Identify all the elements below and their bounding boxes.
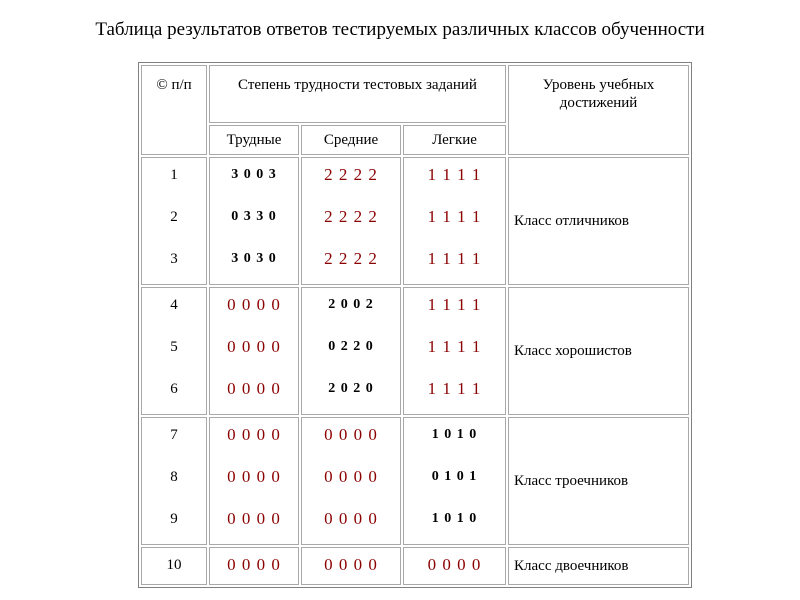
table-row (141, 287, 689, 415)
answer-value: 0 0 0 0 (227, 467, 281, 486)
answer-value: 0 0 0 0 (227, 295, 281, 314)
answer-value: 1 0 1 0 (431, 427, 478, 442)
level-label: Класс отличников (508, 157, 689, 285)
hard-answers (209, 547, 299, 585)
answer-value: 1 1 1 1 (427, 207, 482, 226)
subheader-easy: Легкие (403, 125, 506, 155)
page-title: Таблица результатов ответов тестируемых различных классов обученности (95, 19, 705, 40)
answer-value: 1 1 1 1 (427, 165, 482, 184)
medium-answers (301, 547, 401, 585)
row-number: 6 (170, 381, 178, 397)
answer-value: 0 0 0 0 (227, 425, 281, 444)
row-number: 2 (170, 209, 178, 225)
answer-value: 3 0 3 0 (231, 251, 277, 266)
row-numbers (141, 287, 207, 415)
answer-value: 1 1 1 1 (427, 249, 482, 268)
header-num: © п/п (141, 65, 207, 155)
header-difficulty: Степень трудности тестовых заданий (209, 65, 506, 123)
medium-answers (301, 417, 401, 545)
answer-value: 1 1 1 1 (427, 295, 482, 314)
header-row (141, 65, 689, 123)
row-number: 7 (170, 427, 178, 443)
subheader-medium: Средние (301, 125, 401, 155)
row-number: 1 (170, 167, 178, 183)
level-label: Класс двоечников (508, 547, 689, 585)
row-numbers (141, 547, 207, 585)
table-row (141, 547, 689, 585)
answer-value: 0 0 0 0 (227, 337, 281, 356)
level-label: Класс хорошистов (508, 287, 689, 415)
answer-value: 0 0 0 0 (427, 555, 482, 574)
row-number: 9 (170, 511, 178, 527)
table-row (141, 417, 689, 545)
hard-answers (209, 417, 299, 545)
hard-answers (209, 287, 299, 415)
subheader-hard: Трудные (209, 125, 299, 155)
answer-value: 2 0 0 2 (328, 297, 374, 312)
header-level: Уровень учебных достижений (508, 65, 689, 155)
row-number: 8 (170, 469, 178, 485)
row-number: 10 (166, 557, 182, 573)
answer-value: 2 2 2 2 (324, 249, 378, 268)
answer-value: 1 1 1 1 (427, 379, 482, 398)
answer-value: 0 0 0 0 (324, 555, 378, 574)
medium-answers (301, 157, 401, 285)
medium-answers (301, 287, 401, 415)
answer-value: 0 0 0 0 (324, 467, 378, 486)
hard-answers (209, 157, 299, 285)
answer-value: 0 0 0 0 (227, 555, 281, 574)
easy-answers (403, 547, 506, 585)
easy-answers (403, 417, 506, 545)
answer-value: 0 3 3 0 (231, 209, 277, 224)
answer-value: 1 1 1 1 (427, 337, 482, 356)
table-row (141, 157, 689, 285)
answer-value: 1 0 1 0 (431, 511, 478, 526)
easy-answers (403, 287, 506, 415)
answer-value: 2 2 2 2 (324, 207, 378, 226)
answer-value: 0 0 0 0 (227, 379, 281, 398)
row-numbers (141, 417, 207, 545)
level-label: Класс троечников (508, 417, 689, 545)
easy-answers (403, 157, 506, 285)
results-table (138, 62, 692, 588)
answer-value: 0 0 0 0 (227, 509, 281, 528)
row-number: 3 (170, 251, 178, 267)
answer-value: 3 0 0 3 (231, 167, 277, 182)
row-number: 4 (170, 297, 178, 313)
answer-value: 2 0 2 0 (328, 381, 374, 396)
row-numbers (141, 157, 207, 285)
row-number: 5 (170, 339, 178, 355)
answer-value: 0 2 2 0 (328, 339, 374, 354)
answer-value: 2 2 2 2 (324, 165, 378, 184)
answer-value: 0 1 0 1 (431, 469, 478, 484)
answer-value: 0 0 0 0 (324, 509, 378, 528)
answer-value: 0 0 0 0 (324, 425, 378, 444)
